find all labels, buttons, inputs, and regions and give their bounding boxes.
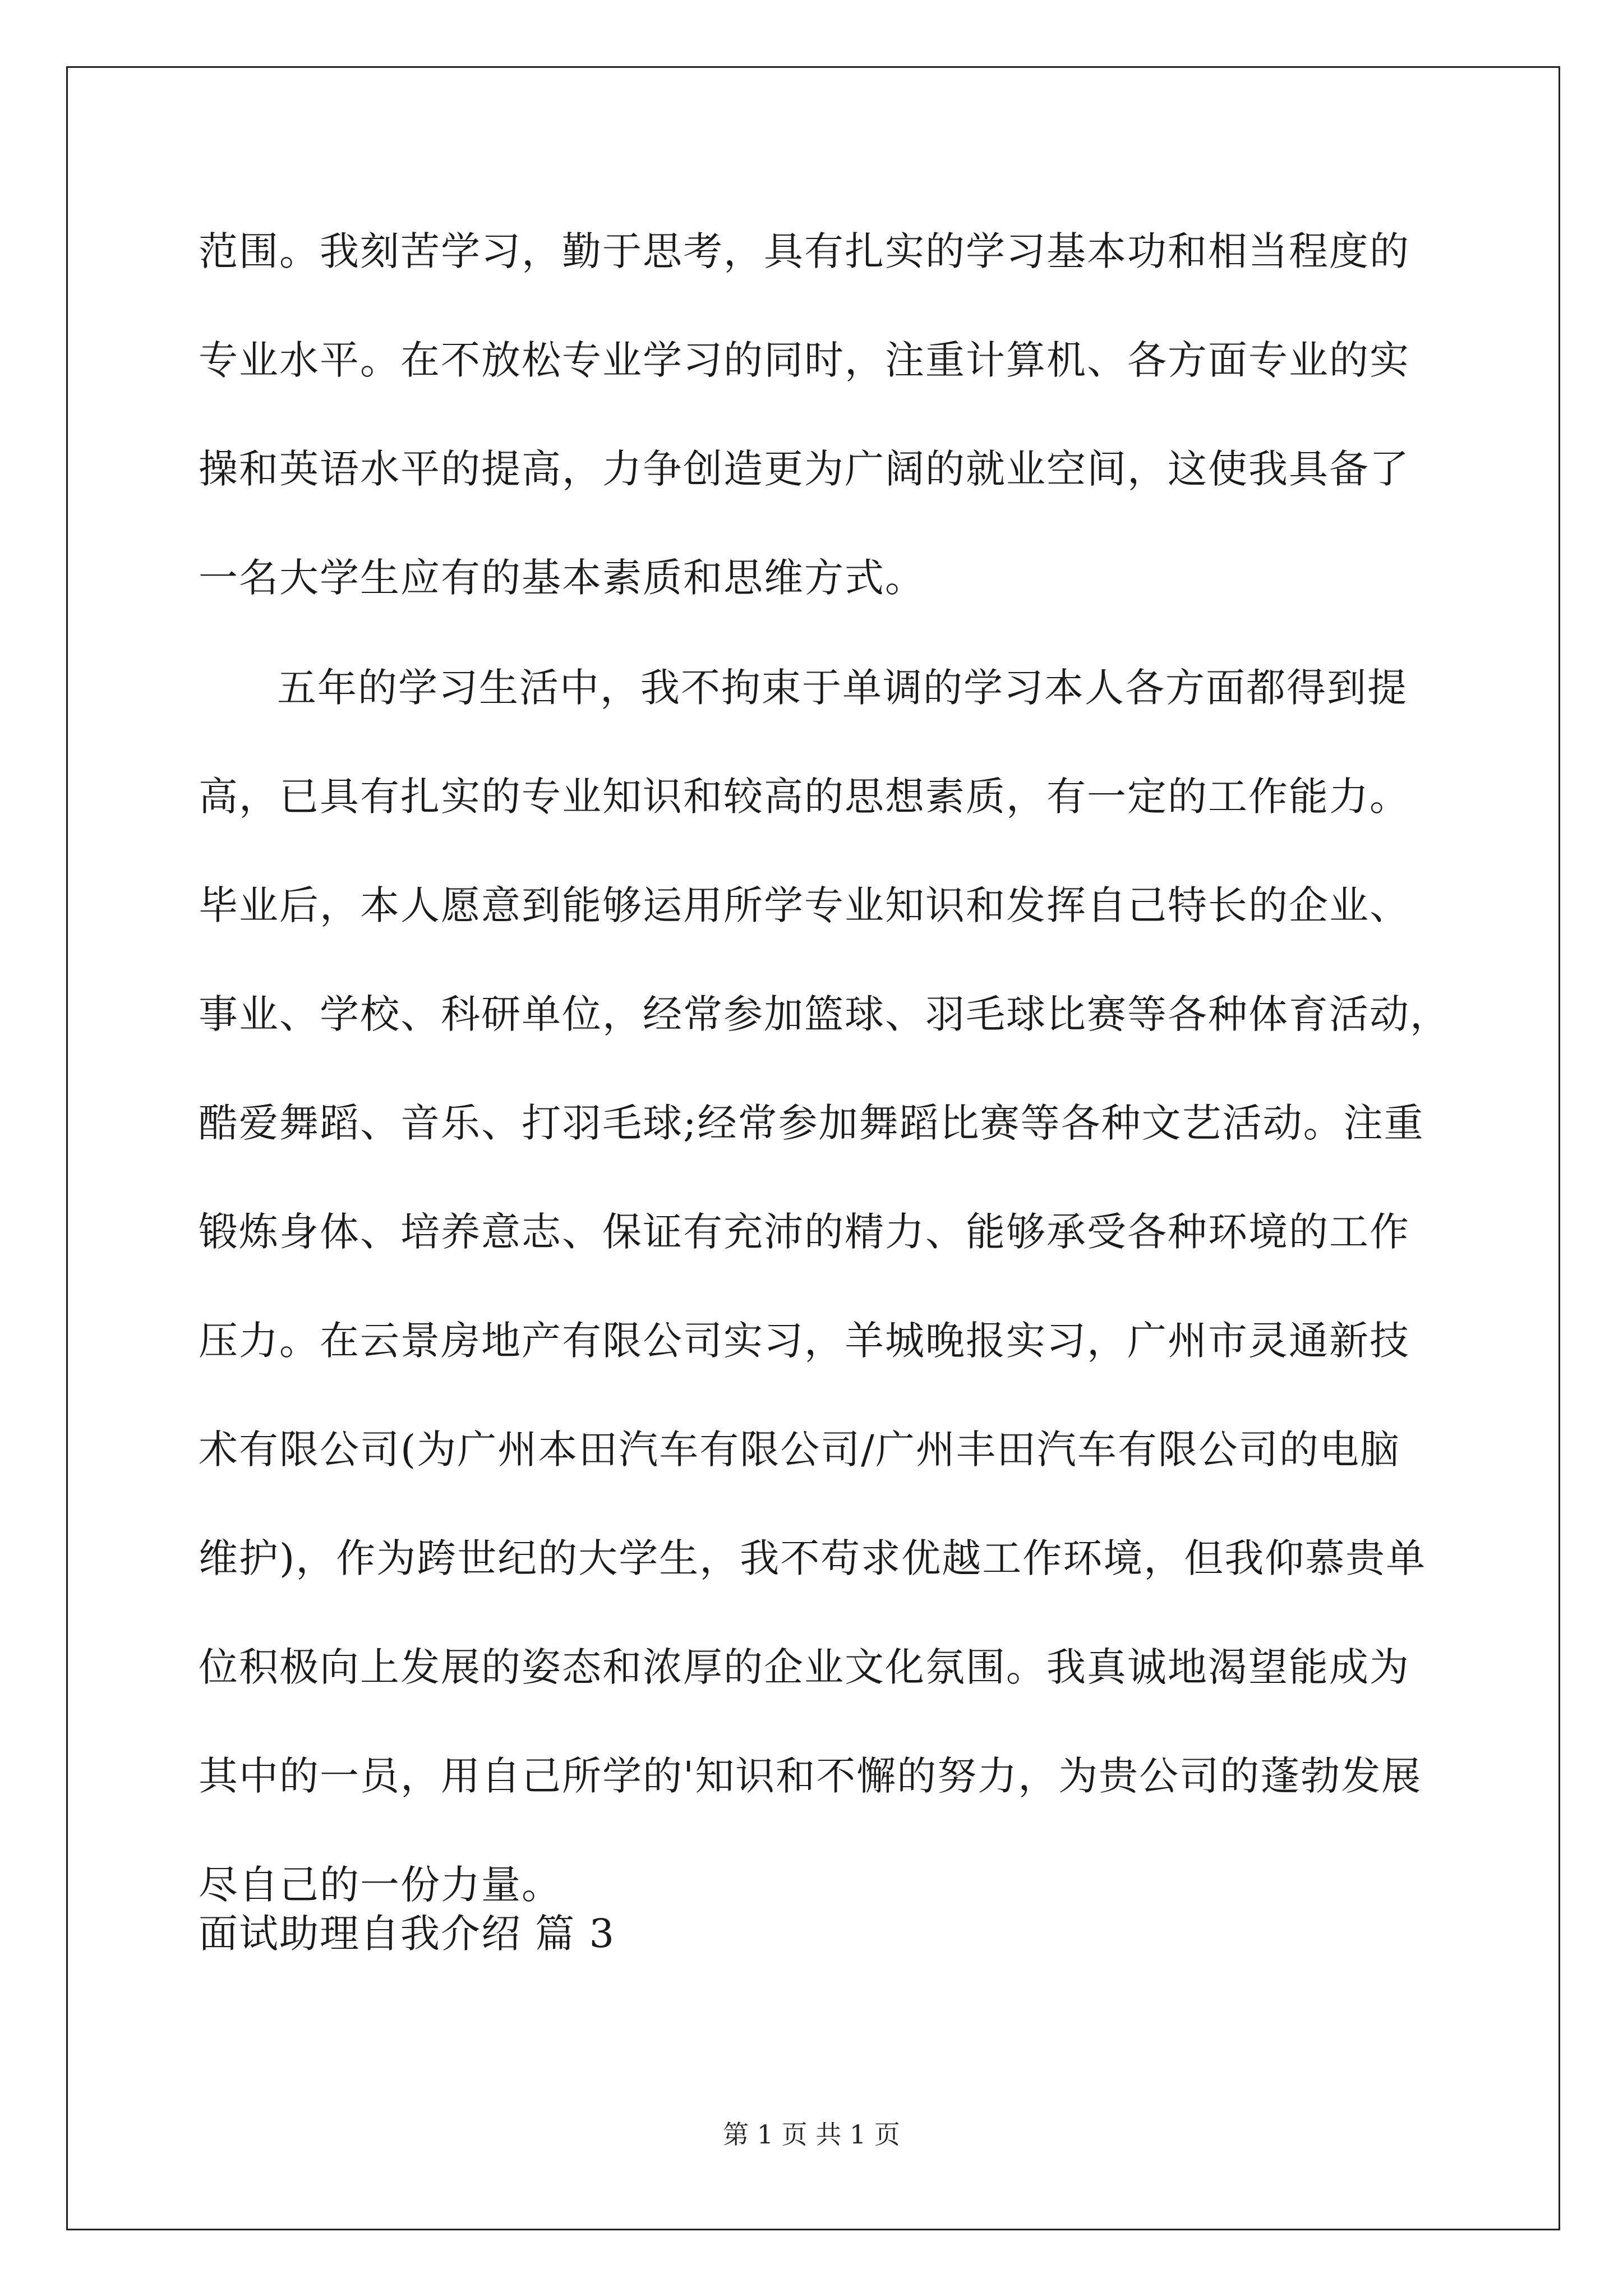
text-line: 事业、学校、科研单位，经常参加篮球、羽毛球比赛等各种体育活动， (199, 991, 1450, 1037)
text-line: 尽自己的一份力量。 (199, 1862, 562, 1908)
text-line: 维护)，作为跨世纪的大学生，我不苟求优越工作环境，但我仰慕贵单 (199, 1535, 1427, 1581)
text-line: 酷爱舞蹈、音乐、打羽毛球;经常参加舞蹈比赛等各种文艺活动。注重 (199, 1100, 1424, 1146)
section-heading: 面试助理自我介绍 篇 3 (199, 1911, 616, 1957)
text-line: 高，已具有扎实的专业知识和较高的思想素质，有一定的工作能力。 (199, 774, 1410, 820)
text-line: 操和英语水平的提高，力争创造更为广阔的就业空间，这使我具备了 (199, 446, 1410, 492)
text-line: 专业水平。在不放松专业学习的同时，注重计算机、各方面专业的实 (199, 337, 1410, 383)
text-line: 五年的学习生活中，我不拘束于单调的学习本人各方面都得到提 (277, 665, 1408, 711)
text-line: 一名大学生应有的基本素质和思维方式。 (199, 555, 925, 601)
text-line: 范围。我刻苦学习，勤于思考，具有扎实的学习基本功和相当程度的 (199, 228, 1410, 274)
text-line: 其中的一员，用自己所学的'知识和不懈的努力，为贵公司的蓬勃发展 (199, 1753, 1422, 1799)
text-line: 位积极向上发展的姿态和浓厚的企业文化氛围。我真诚地渴望能成为 (199, 1644, 1410, 1690)
text-line: 锻炼身体、培养意志、保证有充沛的精力、能够承受各种环境的工作 (199, 1209, 1410, 1255)
paragraph-continued (199, 197, 1438, 632)
page-footer: 第 1 页 共 1 页 (723, 2119, 900, 2150)
paragraph-main (199, 633, 1450, 1939)
text-line: 压力。在云景房地产有限公司实习，羊城晚报实习，广州市灵通新技 (199, 1318, 1410, 1364)
text-line: 毕业后，本人愿意到能够运用所学专业知识和发挥自己特长的企业、 (199, 882, 1410, 928)
text-line: 术有限公司(为广州本田汽车有限公司/广州丰田汽车有限公司的电脑 (199, 1427, 1400, 1473)
